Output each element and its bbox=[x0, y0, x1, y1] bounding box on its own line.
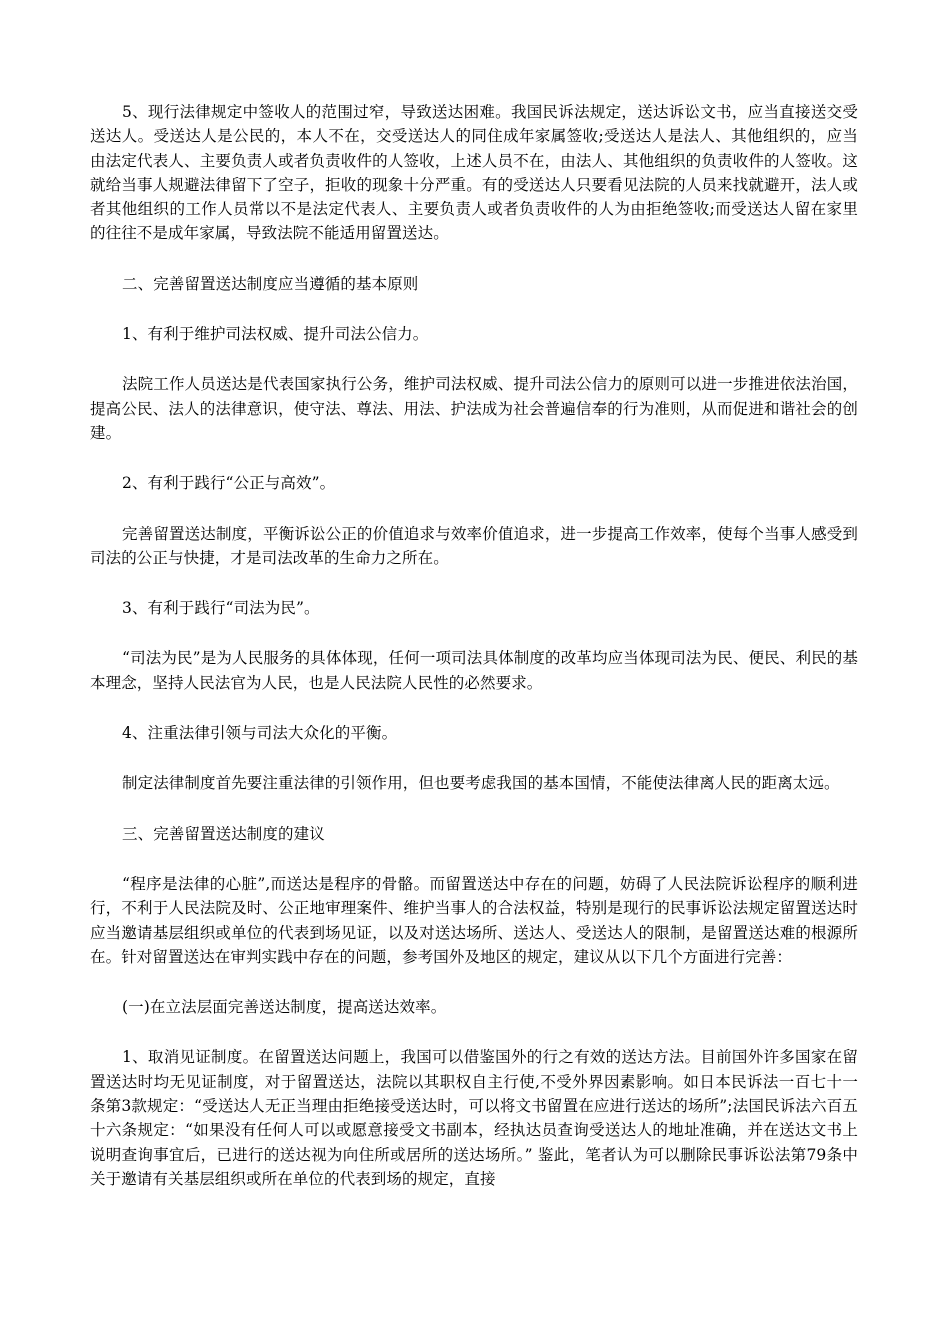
section-heading-suggestions: 三、完善留置送达制度的建议 bbox=[122, 824, 325, 843]
principle-1-title: 1、有利于维护司法权威、提升司法公信力。 bbox=[122, 325, 429, 344]
subsection-heading-legislation: (一)在立法层面完善送达制度，提高送达效率。 bbox=[122, 998, 447, 1017]
principle-2-body: 完善留置送达制度，平衡诉讼公正的价值追求与效率价值追求，进一步提高工作效率，使每个当事人感受到司法的公正与快捷，才是司法改革的生命力之所在。 bbox=[90, 524, 858, 567]
principle-1-body: 法院工作人员送达是代表国家执行公务，维护司法权威、提升司法公信力的原则可以进一步推进依法治国，提高公民、法人的法律意识，使守法、尊法、用法、护法成为社会普遍信奉的行为准则，从而促进和谐社会的创建。 bbox=[90, 375, 858, 442]
section-heading-principles: 二、完善留置送达制度应当遵循的基本原则 bbox=[122, 274, 419, 293]
principle-3-body: “司法为民”是为人民服务的具体体现，任何一项司法具体制度的改革均应当体现司法为民、便民、利民的基本理念，坚持人民法官为人民，也是人民法院人民性的必然要求。 bbox=[90, 649, 858, 692]
principle-3-title: 3、有利于践行“司法为民”。 bbox=[122, 599, 320, 618]
principle-4-body: 制定法律制度首先要注重法律的引领作用，但也要考虑我国的基本国情，不能使法律离人民的距离太远。 bbox=[122, 774, 840, 793]
document-body bbox=[90, 100, 858, 1215]
principle-4-title: 4、注重法律引领与司法大众化的平衡。 bbox=[122, 724, 398, 743]
suggestion-1-body: 1、取消见证制度。在留置送达问题上，我国可以借鉴国外的行之有效的送达方法。目前国外许多国家在留置送达时均无见证制度，对于留置送达，法院以其职权自主行使,不受外界因素影响。如日本民诉法一百七十一条第3款规定：“受送达人无正当理由拒绝接受送达时，可以将文书留置在应进行送达的场所”;法国民诉法六百五十六条规定：“如果没有任何人可以或愿意接受文书副本，经执达员查询受送达人的地址准确，并在送达文书上说明查询事宜后，已进行的送达视为向住所或居所的送达场所。” 鉴此，笔者认为可以删除民事诉讼法第79条中关于邀请有关基层组织或所在单位的代表到场的规定，直接 bbox=[90, 1048, 858, 1188]
suggestions-intro: “程序是法律的心脏”,而送达是程序的骨骼。而留置送达中存在的问题，妨碍了人民法院诉讼程序的顺利进行，不利于人民法院及时、公正地审理案件、维护当事人的合法权益，特别是现行的民事诉讼法规定留置送达时应当邀请基层组织或单位的代表到场见证，以及对送达场所、送达人、受送达人的限制，是留置送达难的根源所在。针对留置送达在审判实践中存在的问题，参考国外及地区的规定，建议从以下几个方面进行完善： bbox=[90, 874, 858, 966]
principle-2-title: 2、有利于践行“公正与高效”。 bbox=[122, 474, 336, 493]
paragraph-signatory-scope: 5、现行法律规定中签收人的范围过窄，导致送达困难。我国民诉法规定，送达诉讼文书，应当直接送交受送达人。受送达人是公民的，本人不在，交受送达人的同住成年家属签收;受送达人是法人、其他组织的，应当由法定代表人、主要负责人或者负责收件的人签收，上述人员不在，由法人、其他组织的负责收件的人签收。这就给当事人规避法律留下了空子，拒收的现象十分严重。有的受送达人只要看见法院的人员来找就避开，法人或者其他组织的工作人员常以不是法定代表人、主要负责人或者负责收件的人为由拒绝签收;而受送达人留在家里的往往不是成年家属，导致法院不能适用留置送达。 bbox=[90, 103, 858, 243]
